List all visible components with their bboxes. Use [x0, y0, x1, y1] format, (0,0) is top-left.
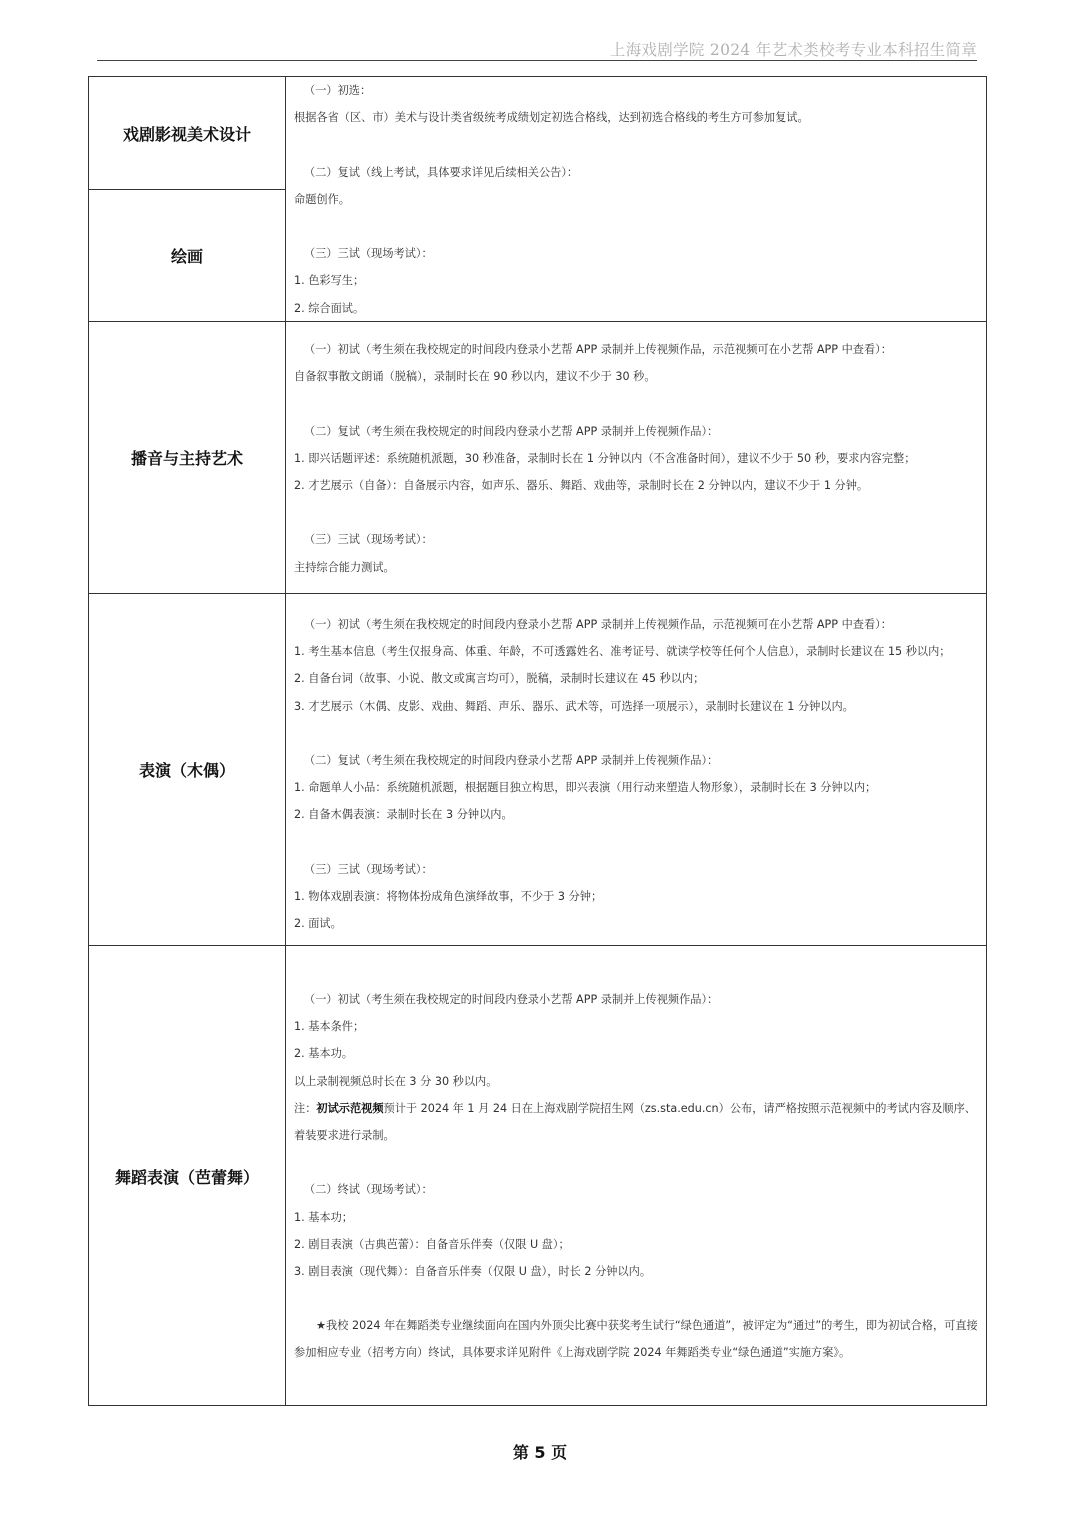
- major-name: 表演（木偶）: [138, 761, 235, 780]
- exam-item: 2. 综合面试。: [294, 301, 365, 315]
- exam-item: 2. 基本功。: [294, 1047, 353, 1061]
- exam-item: 自备叙事散文朗诵（脱稿），录制时长在 90 秒以内，建议不少于 30 秒。: [294, 370, 656, 384]
- column-divider: [285, 77, 286, 1405]
- exam-item: 以上录制视频总时长在 3 分 30 秒以内。: [294, 1074, 498, 1088]
- exam-requirements: [294, 77, 978, 322]
- exam-item: 3. 剧目表演（现代舞）：自备音乐伴奏（仅限 U 盘），时长 2 分钟以内。: [294, 1264, 652, 1278]
- exam-item: 1. 物体戏剧表演：将物体扮成角色演绎故事，不少于 3 分钟；: [294, 889, 603, 903]
- page-header-title: 上海戏剧学院 2024 年艺术类校考专业本科招生简章: [609, 41, 977, 59]
- major-name: 播音与主持艺术: [130, 449, 243, 468]
- page-number: 第 5 页: [512, 1443, 568, 1462]
- exam-item: 2. 剧目表演（古典芭蕾）：自备音乐伴奏（仅限 U 盘）；: [294, 1237, 570, 1251]
- exam-requirements: [294, 986, 978, 1367]
- exam-item: 3. 才艺展示（木偶、皮影、戏曲、舞蹈、声乐、器乐、武术等，可选择一项展示），录制时长建议在 1 分钟以内。: [294, 699, 854, 713]
- exam-item: 2. 才艺展示（自备）：自备展示内容，如声乐、器乐、舞蹈、戏曲等，录制时长在 2 分钟以内，建议不少于 1 分钟。: [294, 478, 869, 492]
- exam-stage-heading: （一）初试（考生须在我校规定的时间段内登录小艺帮 APP 录制并上传视频作品，示范视频可在小艺帮 APP 中查看）：: [304, 618, 892, 631]
- exam-item: 2. 自备台词（故事、小说、散文或寓言均可），脱稿，录制时长建议在 45 秒以内；: [294, 672, 705, 686]
- demo-video-note: [294, 1095, 978, 1149]
- exam-item: 1. 命题单人小品：系统随机派题，根据题目独立构思，即兴表演（用行动来塑造人物形象），录制时长在 3 分钟以内；: [294, 781, 877, 795]
- exam-item: 根据各省（区、市）美术与设计类省级统考成绩划定初选合格线，达到初选合格线的考生方可参加复试。: [294, 111, 809, 125]
- exam-stage-heading: （二）复试（考生须在我校规定的时间段内登录小艺帮 APP 录制并上传视频作品）：: [304, 753, 719, 767]
- note-emphasis: 初试示范视频: [316, 1101, 384, 1115]
- exam-stage-heading: （三）三试（现场考试）：: [304, 533, 433, 547]
- exam-item: 1. 基本条件；: [294, 1020, 365, 1034]
- admission-table: [88, 76, 987, 1406]
- exam-stage-heading: （二）复试（考生须在我校规定的时间段内登录小艺帮 APP 录制并上传视频作品）：: [304, 424, 719, 438]
- major-name: 绘画: [170, 247, 203, 266]
- exam-item: 1. 基本功；: [294, 1210, 353, 1224]
- exam-requirements: [294, 611, 978, 937]
- exam-item: 命题创作。: [294, 192, 350, 206]
- exam-item: 主持综合能力测试。: [294, 560, 395, 574]
- exam-item: 2. 面试。: [294, 917, 342, 931]
- note-prefix: 注：: [294, 1101, 317, 1115]
- exam-stage-heading: （二）终试（现场考试）：: [304, 1183, 433, 1197]
- header-rule: [97, 60, 977, 61]
- exam-item: 1. 即兴话题评述：系统随机派题，30 秒准备，录制时长在 1 分钟以内（不含准备时间），建议不少于 50 秒，要求内容完整；: [294, 451, 916, 465]
- exam-requirements: [294, 336, 978, 581]
- exam-item: 1. 色彩写生；: [294, 274, 365, 288]
- major-name: 戏剧影视美术设计: [122, 124, 251, 144]
- green-channel-note: ★我校 2024 年在舞蹈类专业继续面向在国内外顶尖比赛中获奖考生试行“绿色通道”，被评定为“通过”的考生，即为初试合格，可直接参加相应专业（招考方向）终试，具体要求详见附件《上海戏剧学院 2024 年舞蹈类专业“绿色通道”实施方案》。: [294, 1319, 978, 1360]
- exam-stage-heading: （一）初选：: [304, 84, 372, 97]
- exam-stage-heading: （一）初试（考生须在我校规定的时间段内登录小艺帮 APP 录制并上传视频作品，示范视频可在小艺帮 APP 中查看）：: [304, 343, 892, 356]
- exam-item: 1. 考生基本信息（考生仅报身高、体重、年龄，不可透露姓名、准考证号、就读学校等任何个人信息），录制时长建议在 15 秒以内；: [294, 645, 951, 659]
- major-name: 舞蹈表演（芭蕾舞）: [114, 1167, 259, 1187]
- exam-stage-heading: （三）三试（现场考试）：: [304, 862, 433, 876]
- exam-stage-heading: （二）复试（线上考试，具体要求详见后续相关公告）：: [304, 165, 579, 179]
- note-text: 预计于 2024 年 1 月 24 日在上海戏剧学院招生网（zs.sta.edu.cn）公布，请严格按照示范视频中的考试内容及顺序、着装要求进行录制。: [294, 1101, 976, 1142]
- exam-item: 2. 自备木偶表演：录制时长在 3 分钟以内。: [294, 808, 513, 822]
- exam-stage-heading: （一）初试（考生须在我校规定的时间段内登录小艺帮 APP 录制并上传视频作品）：: [304, 993, 719, 1006]
- exam-stage-heading: （三）三试（现场考试）：: [304, 247, 433, 261]
